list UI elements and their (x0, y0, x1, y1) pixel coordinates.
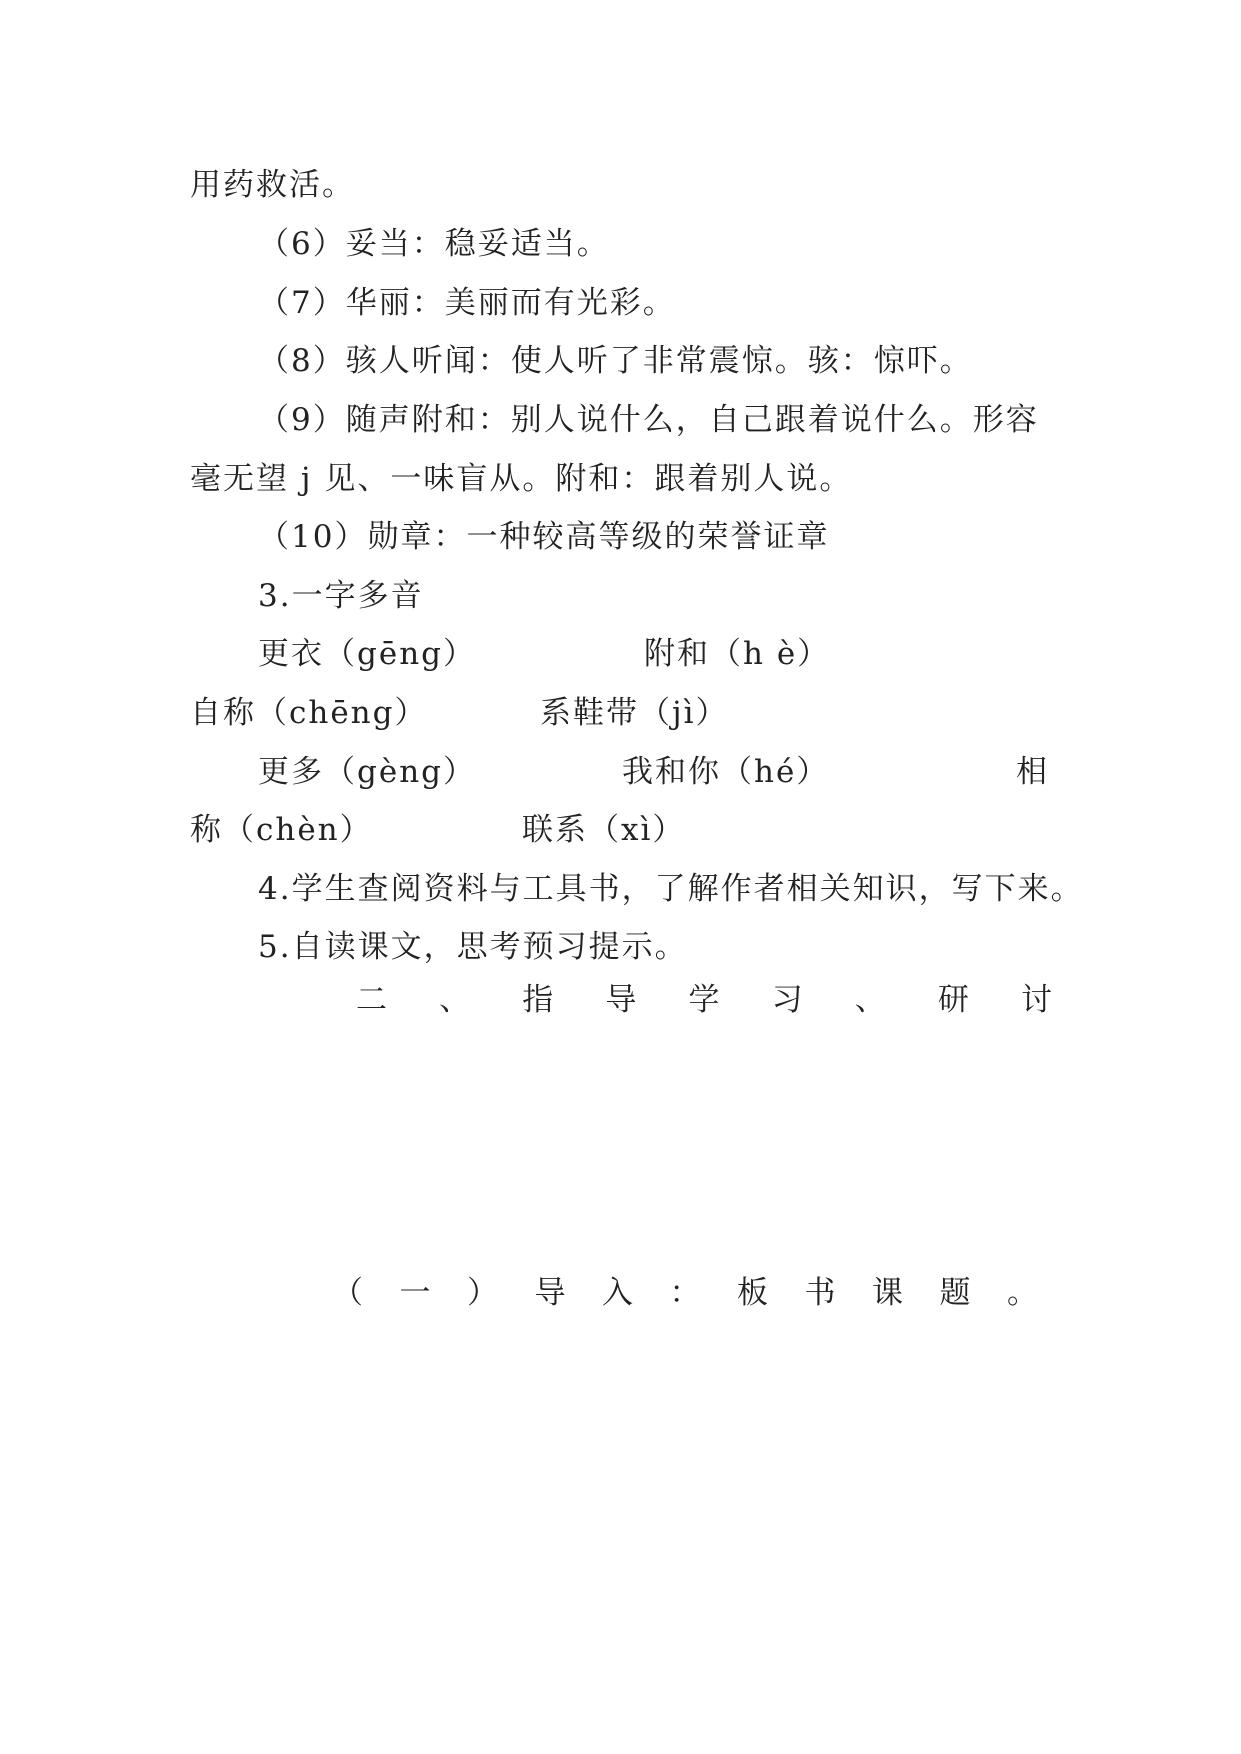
heading-char: 、 (439, 982, 471, 1018)
heading-char: 、 (854, 982, 886, 1018)
vocab-item-10: （10）勋章：一种较高等级的荣誉证章 (258, 519, 830, 555)
heading-char: 课 (872, 1275, 903, 1311)
heading-char: 板 (737, 1275, 768, 1311)
heading-char: 导 (605, 982, 637, 1018)
polyphone-ji4: 系鞋带（jì） (540, 695, 729, 731)
heading-char: 导 (534, 1275, 566, 1311)
task-item-5: 5.自读课文，思考预习提示。 (258, 929, 688, 965)
vocab-item-9-continued: 毫无望 j 见、一味盲从。附和：跟着别人说。 (190, 461, 853, 497)
heading-char: ） (467, 1275, 498, 1311)
vocab-item-9: （9）随声附和：别人说什么，自己跟着说什么。形容 (258, 402, 1039, 438)
heading-char: 二 (356, 982, 387, 1018)
heading-char: 学 (688, 982, 720, 1018)
heading-char: ： (669, 1275, 701, 1311)
polyphone-he2: 我和你（hé） (622, 754, 830, 790)
vocab-item-8: （8）骇人听闻：使人听了非常震惊。骇：惊吓。 (258, 343, 973, 379)
polyphone-cheng1: 自称（chēng） (190, 695, 428, 731)
section-polyphones-title: 3.一字多音 (258, 578, 424, 614)
heading-char: 习 (771, 982, 803, 1018)
polyphone-geng1: 更衣（gēng） (258, 636, 476, 672)
vocab-item-6: （6）妥当：稳妥适当。 (258, 226, 610, 262)
polyphone-xiang-part: 相 (1016, 754, 1049, 790)
subsection-heading-intro (332, 1273, 1038, 1313)
section-heading-guided-study (356, 980, 1052, 1020)
heading-char: 入 (602, 1275, 633, 1311)
heading-char: 指 (522, 982, 554, 1018)
vocab-item-7: （7）华丽：美丽而有光彩。 (258, 285, 676, 321)
text-line: 用药救活。 (190, 167, 355, 203)
heading-char: （ (332, 1275, 363, 1311)
heading-char: 题 (939, 1275, 971, 1311)
polyphone-xi4: 联系（xì） (522, 812, 686, 848)
polyphone-he4: 附和（h è） (644, 636, 831, 672)
polyphone-geng4: 更多（gèng） (258, 754, 476, 790)
heading-char: 讨 (1021, 982, 1052, 1018)
polyphone-chen4: 称（chèn） (190, 812, 373, 848)
heading-char: 书 (804, 1275, 836, 1311)
heading-char: 一 (399, 1275, 431, 1311)
heading-char: 研 (937, 982, 969, 1018)
task-item-4: 4.学生查阅资料与工具书，了解作者相关知识，写下来。 (258, 871, 1084, 907)
heading-char: 。 (1007, 1275, 1038, 1311)
